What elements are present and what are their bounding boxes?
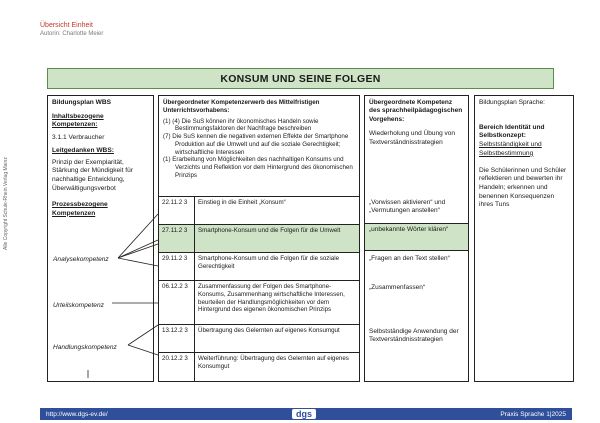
- table-row: [159, 352, 359, 381]
- footer-issue: Praxis Sprache 1|2025: [500, 410, 566, 418]
- row-date: 06.12.2 3: [159, 281, 195, 324]
- leit-text: Prinzip der Exemplarität, Stärkung der Mündigkeit für nachhaltige Entwicklung, Überwältigungsverbot: [52, 158, 133, 192]
- table-row: [159, 252, 359, 280]
- prozess-heading: Prozessbezogene Kompetenzen: [52, 201, 108, 217]
- header-unit: Übersicht Einheit: [40, 22, 93, 29]
- sprach-cell: „unbekannte Wörter klären“: [365, 223, 468, 251]
- bildungsplan-wbs-box: [47, 95, 154, 382]
- sprachheil-box: [364, 95, 469, 382]
- bildungsplan-sprache-box: [474, 95, 574, 382]
- row-date: 13.12.2 3: [159, 325, 195, 352]
- bs-sublink: Selbstständigkeit und Selbstbestimmung: [479, 141, 542, 157]
- center-heading: Übergeordneter Kompetenzerwerb des Mittelfristigen Unterrichtsvorhabens:: [163, 99, 320, 114]
- center-items: [163, 118, 355, 180]
- list-item: (1) Erarbeitung von Möglichkeiten des nachhaltigen Konsums und Verzichts und Reflektion vor dem Hintergrund des ökonomischen Prinzips: [163, 156, 353, 179]
- bs-heading: Bildungsplan Sprache:: [479, 99, 545, 106]
- table-row: [159, 224, 359, 252]
- table-row: [159, 280, 359, 324]
- inhalt-heading: Inhaltsbezogene Kompetenzen:: [52, 112, 104, 129]
- row-text: Einstieg in die Einheit „Konsum“: [198, 199, 286, 206]
- kompetenzerwerb-box: [158, 95, 360, 382]
- header-author: Autorin: Charlotte Meier: [40, 31, 104, 37]
- list-item: (1) (4) Die SuS können ihr ökonomisches Handeln sowie Bestimmungsfaktoren der Nachfrage beschreiben: [163, 117, 319, 133]
- inhalt-item: 3.1.1 Verbraucher: [52, 133, 105, 141]
- row-date: 27.11.2 3: [159, 225, 195, 252]
- handlung-label: Handlungskompetenz: [53, 344, 117, 351]
- sprach-intro: Wiederholung und Übung von Textverständnisstrategien: [369, 130, 456, 146]
- urteil-label: Urteilskompetenz: [53, 302, 104, 309]
- list-item: (7) Die SuS kennen die negativen externen Effekte der Smartphone Produktion auf die Umwelt und auf die soziale Gerechtigkeit; wirtschaftliche Interessen: [163, 133, 349, 156]
- sprach-heading: Übergeordnete Kompetenz des sprachheilpädagogischen Vorgehens:: [369, 99, 463, 123]
- bs-subheading: Bereich Identität und Selbstkonzept:: [479, 123, 545, 140]
- row-text: Smartphone-Konsum und die Folgen für die Umwelt: [198, 227, 341, 234]
- leit-heading: Leitgedanken WBS:: [52, 147, 114, 155]
- table-row: [159, 324, 359, 352]
- footer-link[interactable]: http://www.dgs-ev.de/: [46, 410, 108, 418]
- analyse-label: Analysekompetenz: [53, 256, 109, 263]
- sprach-cell: „Vorwissen aktivieren“ und „Vermutungen anstellen“: [369, 199, 446, 215]
- bs-text: Die Schülerinnen und Schüler reflektieren und bewerten ihr Handeln; erkennen und benennen Konsequenzen ihres Tuns: [479, 166, 567, 209]
- sprach-cell: Selbstständige Anwendung der Textverständnisstrategien: [369, 328, 459, 344]
- side-copyright: Alle Copyright Schule-Rhein Verlag Mainz: [3, 157, 9, 250]
- bp-heading: Bildungsplan WBS: [52, 99, 111, 106]
- table-row: [159, 196, 359, 224]
- sprach-cell: „Fragen an den Text stellen“: [369, 255, 450, 262]
- row-text: Weiterführung: Übertragung des Gelernten auf eigenes Konsumgut: [198, 355, 349, 370]
- page-title: KONSUM UND SEINE FOLGEN: [47, 68, 554, 89]
- footer-bar: [40, 408, 572, 420]
- row-text: Zusammenfassung der Folgen des Smartphone-Konsums, Zusammenhang wirtschaftliche Interessen, beurteilen der Handlungsmöglichkeiten vor dem Hintergrund des eigenen ökonomischen Prinzips: [198, 283, 345, 314]
- row-date: 22.11.2 3: [159, 197, 195, 224]
- row-date: 20.12.2 3: [159, 353, 195, 381]
- row-date: 29.11.2 3: [159, 253, 195, 280]
- sprach-cell: „Zusammenfassen“: [369, 284, 425, 291]
- row-text: Smartphone-Konsum und die Folgen für die soziale Gerechtigkeit: [198, 255, 340, 270]
- row-text: Übertragung des Gelernten auf eigenes Konsumgut: [198, 327, 340, 334]
- dgs-logo: dgs: [292, 409, 316, 419]
